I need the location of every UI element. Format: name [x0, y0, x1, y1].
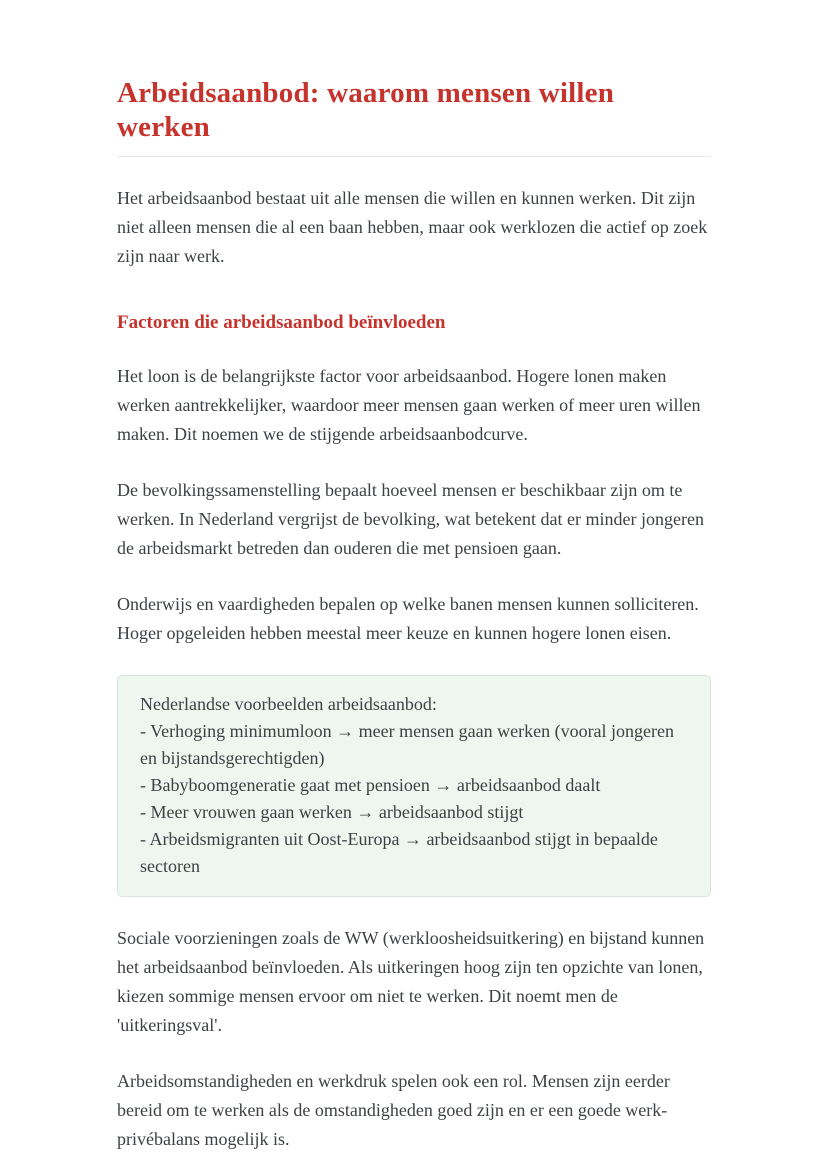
example-box-item-minimumloon: - Verhoging minimumloon → meer mensen gaan werken (vooral jongeren en bijstandsgerechtigden) [140, 721, 675, 768]
page-title: Arbeidsaanbod: waarom mensen willen werken [117, 77, 615, 143]
example-box-item-arbeidsmigranten: - Arbeidsmigranten uit Oost-Europa → arbeidsaanbod stijgt in bepaalde sectoren [140, 829, 658, 876]
example-box-item-babyboom: - Babyboomgeneratie gaat met pensioen → arbeidsaanbod daalt [140, 775, 601, 795]
document-page [117, 0, 711, 1154]
example-box-item-vrouwen: - Meer vrouwen gaan werken → arbeidsaanbod stijgt [140, 802, 524, 822]
paragraph-demographics: De bevolkingssamenstelling bepaalt hoeveel mensen er beschikbaar zijn om te werken. In Nederland vergrijst de bevolking, wat betekent dat er minder jongeren de arbeidsmarkt betreden dan ouderen die met pensioen gaan. [117, 480, 704, 558]
example-box-title: Nederlandse voorbeelden arbeidsaanbod: [140, 694, 437, 714]
paragraph-social-benefits: Sociale voorzieningen zoals de WW (werkloosheidsuitkering) en bijstand kunnen het arbeidsaanbod beïnvloeden. Als uitkeringen hoog zijn ten opzichte van lonen, kiezen sommige mensen ervoor om niet te werken. Dit noemt men de 'uitkeringsval'. [117, 928, 705, 1035]
example-box [117, 675, 711, 897]
paragraph-education: Onderwijs en vaardigheden bepalen op welke banen mensen kunnen solliciteren. Hoger opgeleiden hebben meestal meer keuze en kunnen hogere lonen eisen. [117, 594, 699, 643]
paragraph-working-conditions: Arbeidsomstandigheden en werkdruk spelen ook een rol. Mensen zijn eerder bereid om te werken als de omstandigheden goed zijn en er een goede werk-privébalans mogelijk is. [117, 1071, 670, 1149]
section-heading: Factoren die arbeidsaanbod beïnvloeden [117, 312, 446, 333]
paragraph-wage-factor: Het loon is de belangrijkste factor voor arbeidsaanbod. Hogere lonen maken werken aantrekkelijker, waardoor meer mensen gaan werken of meer uren willen maken. Dit noemen we de stijgende arbeidsaanbodcurve. [117, 366, 701, 444]
title-divider [117, 156, 711, 157]
intro-paragraph: Het arbeidsaanbod bestaat uit alle mensen die willen en kunnen werken. Dit zijn niet alleen mensen die al een baan hebben, maar ook werklozen die actief op zoek zijn naar werk. [117, 188, 708, 266]
